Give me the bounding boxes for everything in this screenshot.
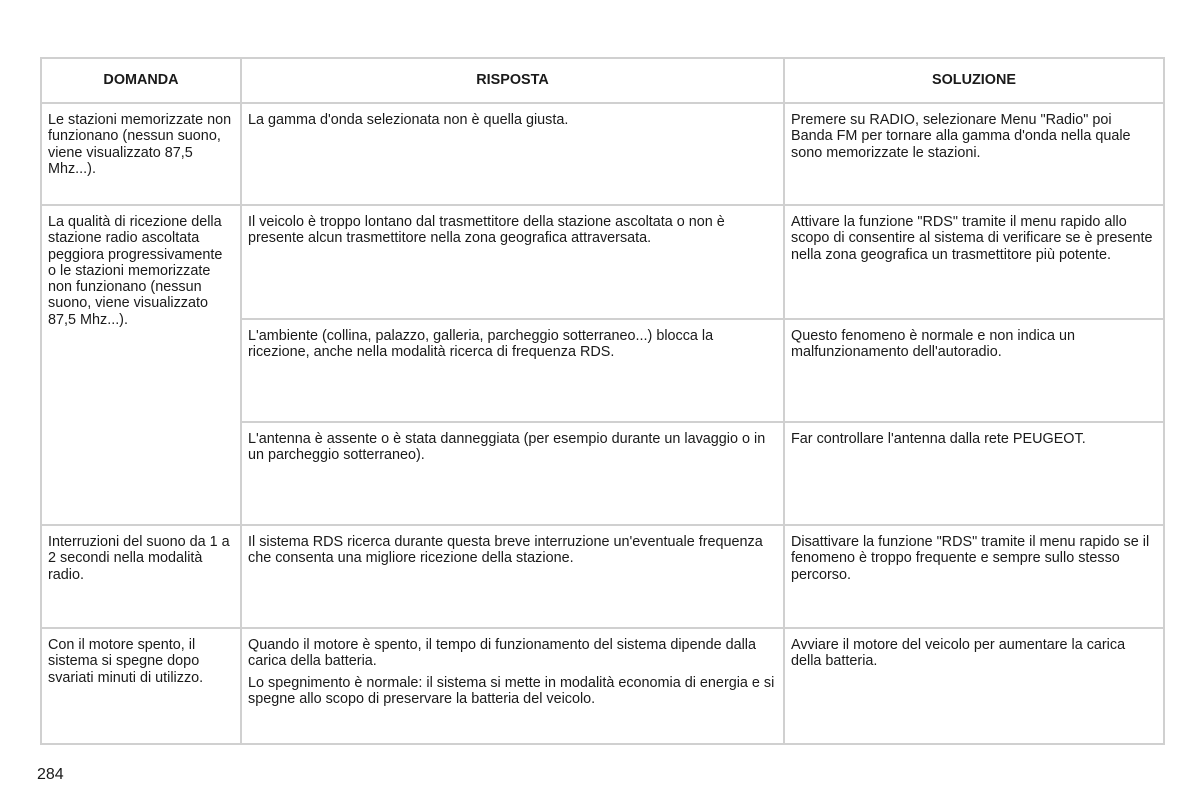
solution-cell: Premere su RADIO, selezionare Menu "Radio" poi Banda FM per tornare alla gamma d'onda nella quale sono memorizzate le stazioni. bbox=[784, 103, 1164, 205]
faq-table bbox=[40, 57, 1165, 745]
solution-cell: Far controllare l'antenna dalla rete PEUGEOT. bbox=[784, 422, 1164, 525]
answer-cell: La gamma d'onda selezionata non è quella giusta. bbox=[241, 103, 784, 205]
header-answer: RISPOSTA bbox=[241, 58, 784, 103]
answer-cell: L'antenna è assente o è stata danneggiata (per esempio durante un lavaggio o in un parcheggio sotterraneo). bbox=[241, 422, 784, 525]
page-number: 284 bbox=[37, 766, 64, 783]
answer-cell bbox=[241, 628, 784, 744]
header-question: DOMANDA bbox=[41, 58, 241, 103]
table-row bbox=[41, 205, 1164, 319]
answer-cell: Il veicolo è troppo lontano dal trasmettitore della stazione ascoltata o non è presente alcun trasmettitore nella zona geografica attraversata. bbox=[241, 205, 784, 319]
question-cell: Interruzioni del suono da 1 a 2 secondi nella modalità radio. bbox=[41, 525, 241, 628]
solution-cell: Questo fenomeno è normale e non indica un malfunzionamento dell'autoradio. bbox=[784, 319, 1164, 422]
header-solution: SOLUZIONE bbox=[784, 58, 1164, 103]
table-row bbox=[41, 628, 1164, 744]
table-row bbox=[41, 525, 1164, 628]
question-cell: Con il motore spento, il sistema si spegne dopo svariati minuti di utilizzo. bbox=[41, 628, 241, 744]
header-row bbox=[41, 58, 1164, 103]
solution-cell: Avviare il motore del veicolo per aumentare la carica della batteria. bbox=[784, 628, 1164, 744]
answer-paragraph: Quando il motore è spento, il tempo di funzionamento del sistema dipende dalla carica della batteria. bbox=[248, 637, 756, 670]
question-cell: Le stazioni memorizzate non funzionano (nessun suono, viene visualizzato 87,5 Mhz...). bbox=[41, 103, 241, 205]
solution-cell: Attivare la funzione "RDS" tramite il menu rapido allo scopo di consentire al sistema di verificare se è presente nella zona geografica un trasmettitore più potente. bbox=[784, 205, 1164, 319]
answer-cell: Il sistema RDS ricerca durante questa breve interruzione un'eventuale frequenza che consenta una migliore ricezione della stazione. bbox=[241, 525, 784, 628]
solution-cell: Disattivare la funzione "RDS" tramite il menu rapido se il fenomeno è troppo frequente e sempre sullo stesso percorso. bbox=[784, 525, 1164, 628]
question-cell: La qualità di ricezione della stazione radio ascoltata peggiora progressivamente o le stazioni memorizzate non funzionano (nessun suono, viene visualizzato 87,5 Mhz...). bbox=[41, 205, 241, 525]
answer-cell: L'ambiente (collina, palazzo, galleria, parcheggio sotterraneo...) blocca la ricezione, anche nella modalità ricerca di frequenza RDS. bbox=[241, 319, 784, 422]
answer-paragraph: Lo spegnimento è normale: il sistema si mette in modalità economia di energia e si spegne allo scopo di preservare la batteria del veicolo. bbox=[248, 674, 775, 707]
table-row bbox=[41, 103, 1164, 205]
